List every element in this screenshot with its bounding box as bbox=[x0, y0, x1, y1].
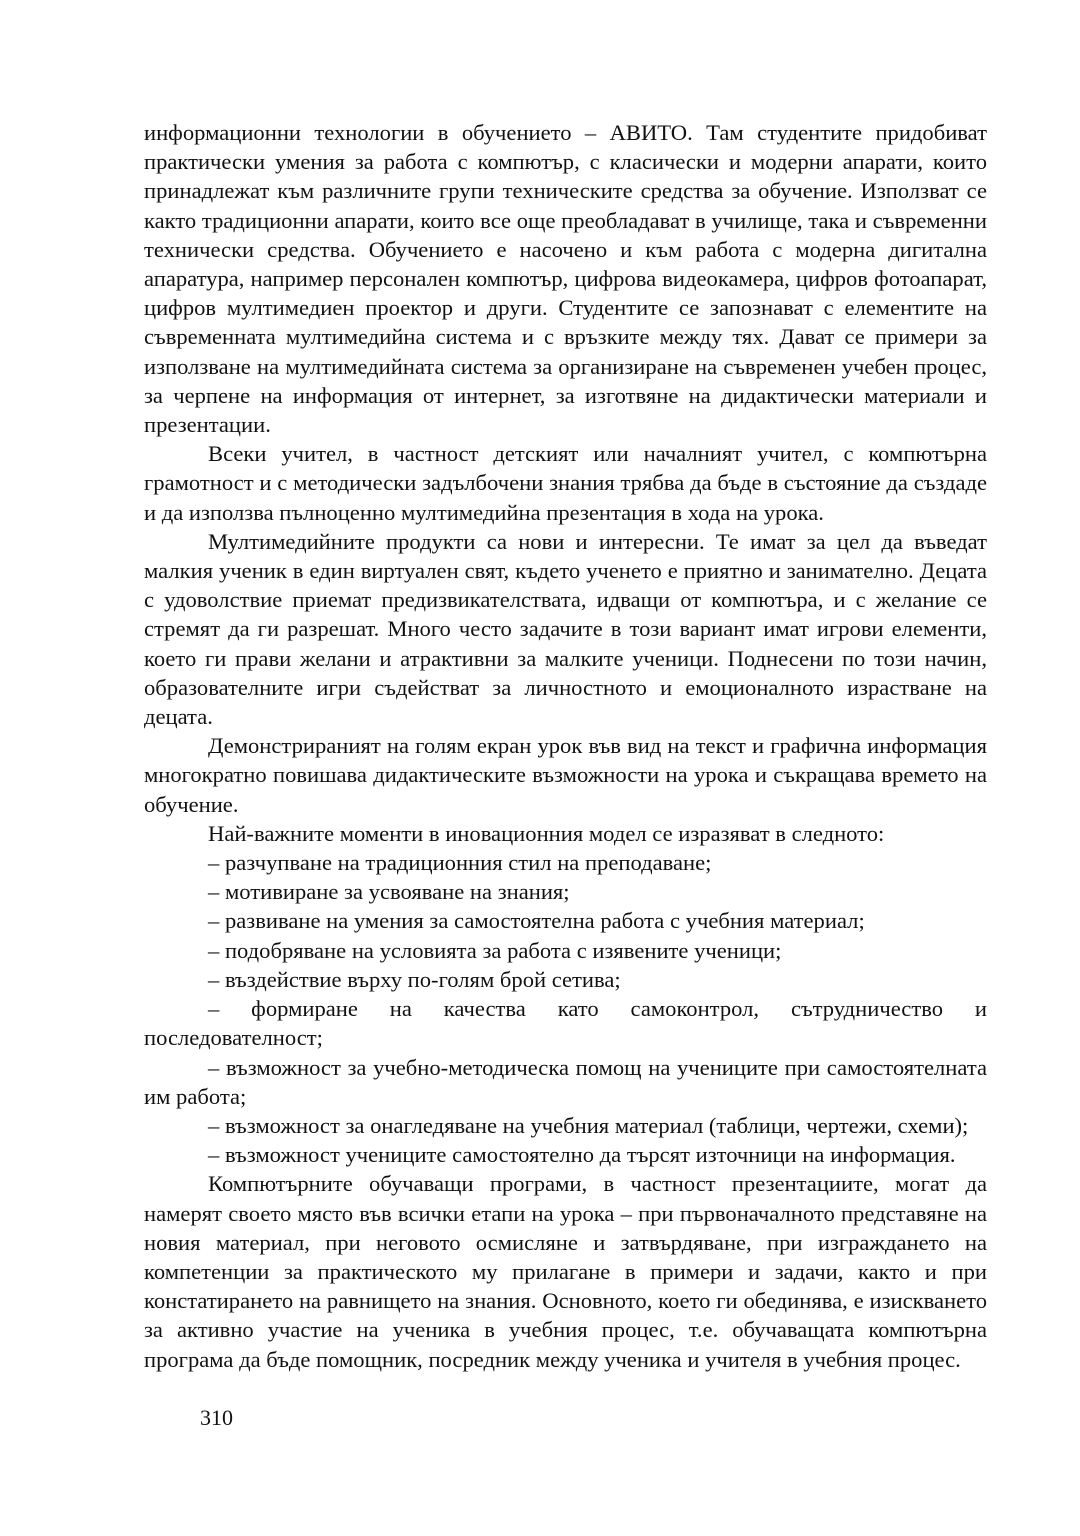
paragraph-multimedia-products: Мултимедийните продукти са нови и интересни. Те имат за цел да въведат малкия ученик в един виртуален свят, където ученето е приятно и занимателно. Децата с удоволствие приемат предизвикателствата, идващи от компютъра, и с желание се стремят да ги разрешат. Много често задачите в този вариант имат игрови елементи, което ги прави желани и атрактивни за малките ученици. Поднесени по този начин, образователните игри съдействат за личностното и емоционалното израстване на децата. bbox=[144, 528, 987, 730]
list-item: – развиване на умения за самостоятелна работа с учебния материал; bbox=[208, 908, 865, 934]
body-text bbox=[144, 118, 987, 1374]
page-number: 310 bbox=[200, 1405, 233, 1430]
list-item: – подобряване на условията за работа с изявените ученици; bbox=[208, 937, 782, 963]
list-item: – възможност учениците самостоятелно да търсят източници на информация. bbox=[208, 1142, 956, 1168]
list-item: – формиране на качества като самоконтрол, сътрудничество и последователност; bbox=[144, 996, 987, 1051]
paragraph-demonstrated-lesson: Демонстрираният на голям екран урок във вид на текст и графична информация многократно повишава дидактическите възможности на урока и съкращава времето на обучение. bbox=[144, 733, 987, 817]
list-item: – мотивиране за усвояване на знания; bbox=[208, 879, 570, 905]
paragraph-continuation: информационни технологии в обучението – АВИТО. Там студентите придобиват практически умения за работа с компютър, с класически и модерни апарати, които принадлежат към различните групи техническите средства за обучение. Използват се както традиционни апарати, които все още преобладават в училище, така и съвременни технически средства. Обучението е насочено и към работа с модерна дигитална апаратура, например персонален компютър, цифрова видеокамера, цифров фотоапарат, цифров мултимедиен проектор и други. Студентите се запознават с елементите на съвременната мултимедийна система и с връзките между тях. Дават се примери за използване на мултимедийната система за организиране на съвременен учебен процес, за черпене на информация от интернет, за изготвяне на дидактически материали и презентации. bbox=[144, 120, 987, 438]
list-item: – разчупване на традиционния стил на преподаване; bbox=[208, 850, 712, 876]
list-item: – въздействие върху по-голям брой сетива; bbox=[208, 966, 621, 992]
paragraph-list-intro: Най-важните моменти в иновационния модел се изразяват в следното: bbox=[208, 820, 885, 846]
list-item: – възможност за онагледяване на учебния материал (таблици, чертежи, схеми); bbox=[208, 1112, 969, 1138]
list-item: – възможност за учебно-методическа помощ на учениците при самостоятелната им работа; bbox=[144, 1054, 987, 1109]
paragraph-teacher-competence: Всеки учител, в частност детският или началният учител, с компютърна грамотност и с методически задълбочени знания трябва да бъде в състояние да създаде и да използва пълноценно мултимедийна презентация в хода на урока. bbox=[144, 441, 987, 525]
paragraph-closing: Компютърните обучаващи програми, в частност презентациите, могат да намерят своето място във всички етапи на урока – при първоначалното представяне на новия материал, при неговото осмисляне и затвърдяване, при изграждането на компетенции за практическото му прилагане в примери и задачи, както и при констатирането на равнището на знания. Основното, което ги обединява, е изискването за активно участие на ученика в учебния процес, т.е. обучаващата компютърна програма да бъде помощник, посредник между ученика и учителя в учебния процес. bbox=[144, 1171, 987, 1372]
